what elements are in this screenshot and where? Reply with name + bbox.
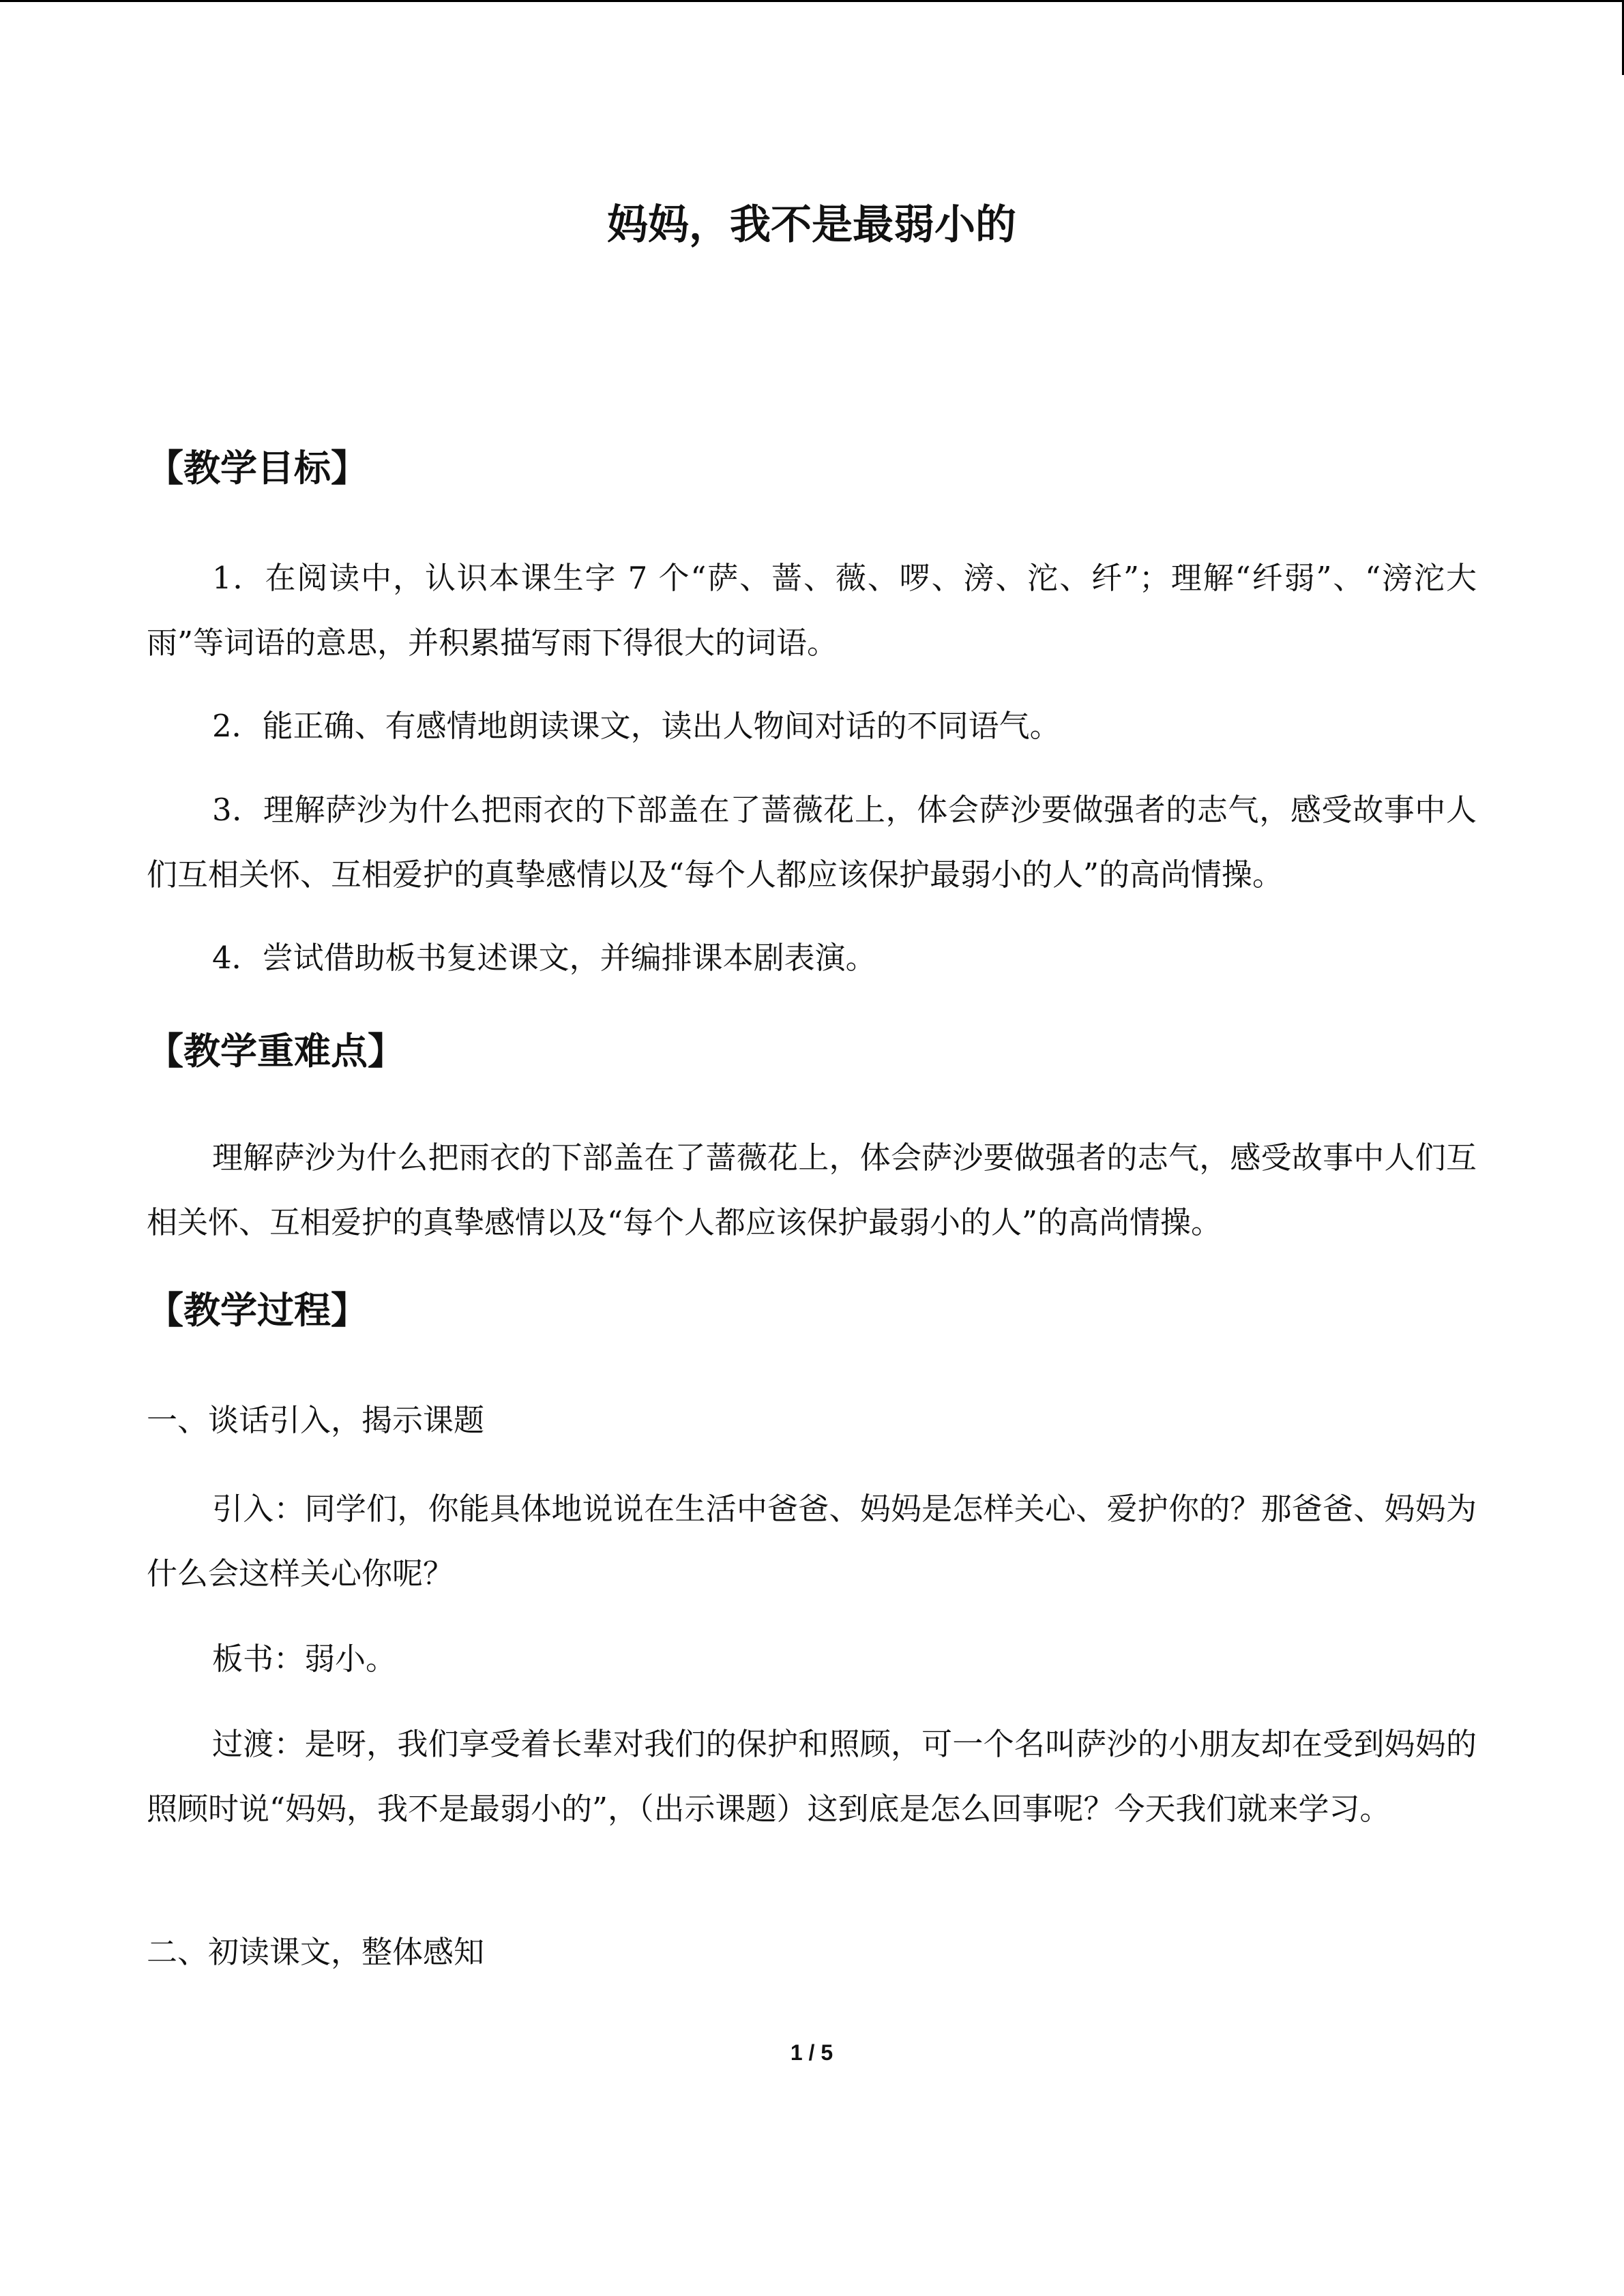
page-border-top [0,0,1624,2]
transition-paragraph: 过渡：是呀，我们享受着长辈对我们的保护和照顾，可一个名叫萨沙的小朋友却在受到妈妈的照顾时说“妈妈，我不是最弱小的”，（出示课题）这到底是怎么回事呢？今天我们就来学习。 [147,1726,1477,1827]
key-points-text: 理解萨沙为什么把雨衣的下部盖在了蔷薇花上，体会萨沙要做强者的志气，感受故事中人们互相关怀、互相爱护的真挚感情以及“每个人都应该保护最弱小的人”的高尚情操。 [147,1139,1477,1240]
objective-item-2: 2．能正确、有感情地朗读课文，读出人物间对话的不同语气。 [212,708,1061,744]
page-number: 1 / 5 [790,2040,833,2065]
key-points-heading: 【教学重难点】 [147,1030,404,1073]
objectives-heading: 【教学目标】 [147,447,368,490]
document-title: 妈妈，我不是最弱小的 [607,201,1016,249]
process-heading: 【教学过程】 [147,1289,368,1332]
objective-item-4: 4．尝试借助板书复述课文，并编排课本剧表演。 [212,940,876,976]
section-1-title: 一、谈话引入，揭示课题 [147,1402,485,1438]
objective-item-1: 1．在阅读中，认识本课生字 7 个“萨、蔷、薇、啰、滂、沱、纤”；理解“纤弱”、“滂沱大雨”等词语的意思，并积累描写雨下得很大的词语。 [147,560,1477,661]
board-paragraph: 板书：弱小。 [212,1641,397,1677]
intro-paragraph: 引入：同学们，你能具体地说说在生活中爸爸、妈妈是怎样关心、爱护你的？那爸爸、妈妈为什么会这样关心你呢？ [147,1491,1477,1592]
objective-item-3: 3．理解萨沙为什么把雨衣的下部盖在了蔷薇花上，体会萨沙要做强者的志气，感受故事中人们互相关怀、互相爱护的真挚感情以及“每个人都应该保护最弱小的人”的高尚情操。 [147,792,1477,893]
section-2-title: 二、初读课文，整体感知 [147,1934,485,1970]
